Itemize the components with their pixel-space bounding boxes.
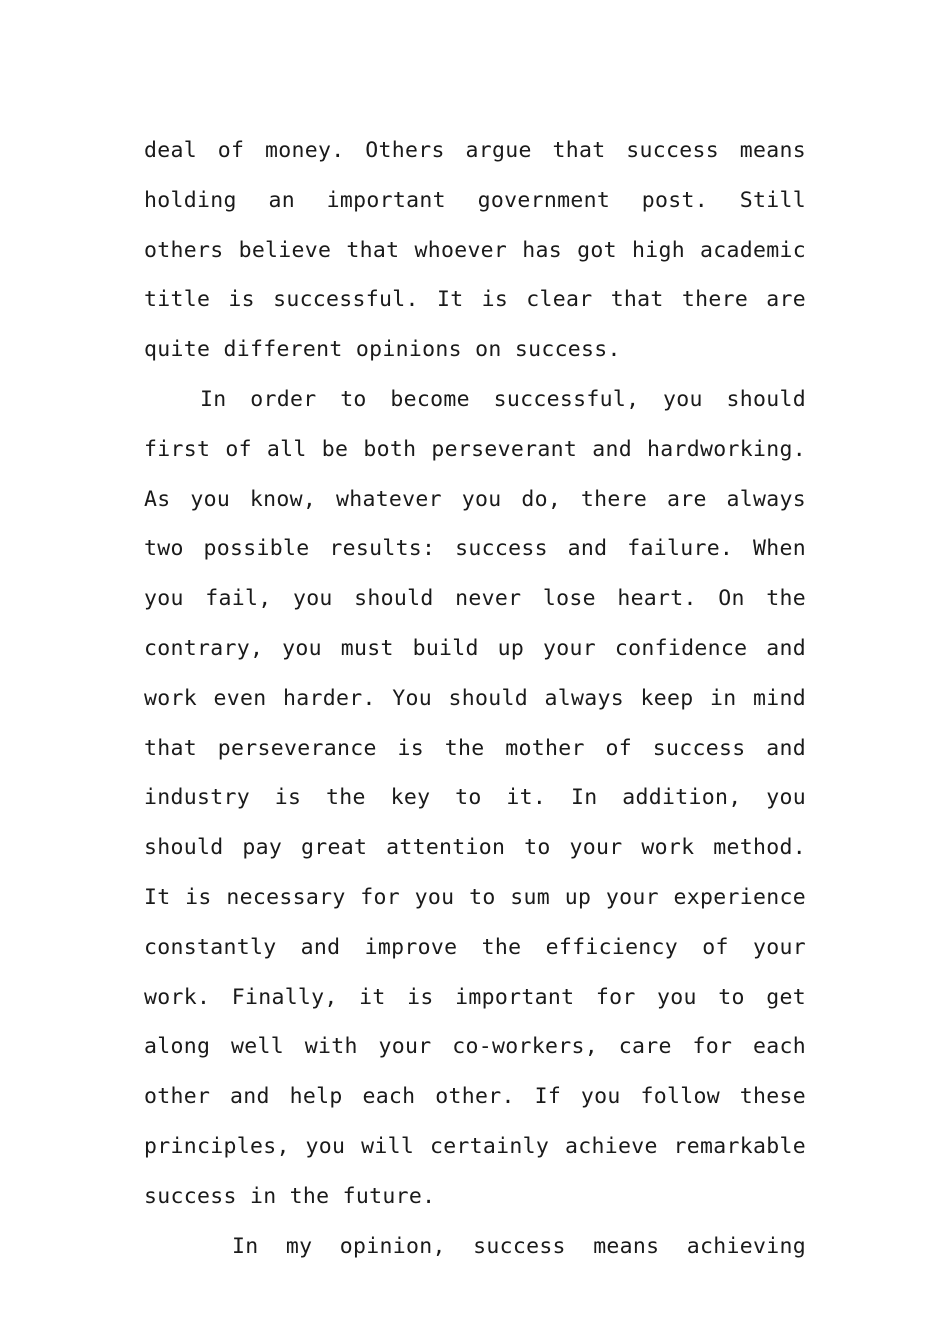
- document-body: [144, 126, 806, 1271]
- paragraph-2: In order to become successful, you should first of all be both perseverant and hardworking. As you know, whatever you do, there are always two possible results: success and failure. When you fail, you should never lose heart. On the contrary, you must build up your confidence and work even harder. You should always keep in mind that perseverance is the mother of success and industry is the key to it. In addition, you should pay great attention to your work method. It is necessary for you to sum up your experience constantly and improve the efficiency of your work. Finally, it is important for you to get along well with your co-workers, care for each other and help each other. If you follow these principles, you will certainly achieve remarkable success in the future.: [144, 386, 806, 1209]
- paragraph-3: In my opinion, success means achieving: [232, 1233, 806, 1259]
- paragraph-1: deal of money. Others argue that success means holding an important government post. Still others believe that whoever has got high academic title is successful. It is clear that there are quite different opinions on success.: [144, 138, 806, 363]
